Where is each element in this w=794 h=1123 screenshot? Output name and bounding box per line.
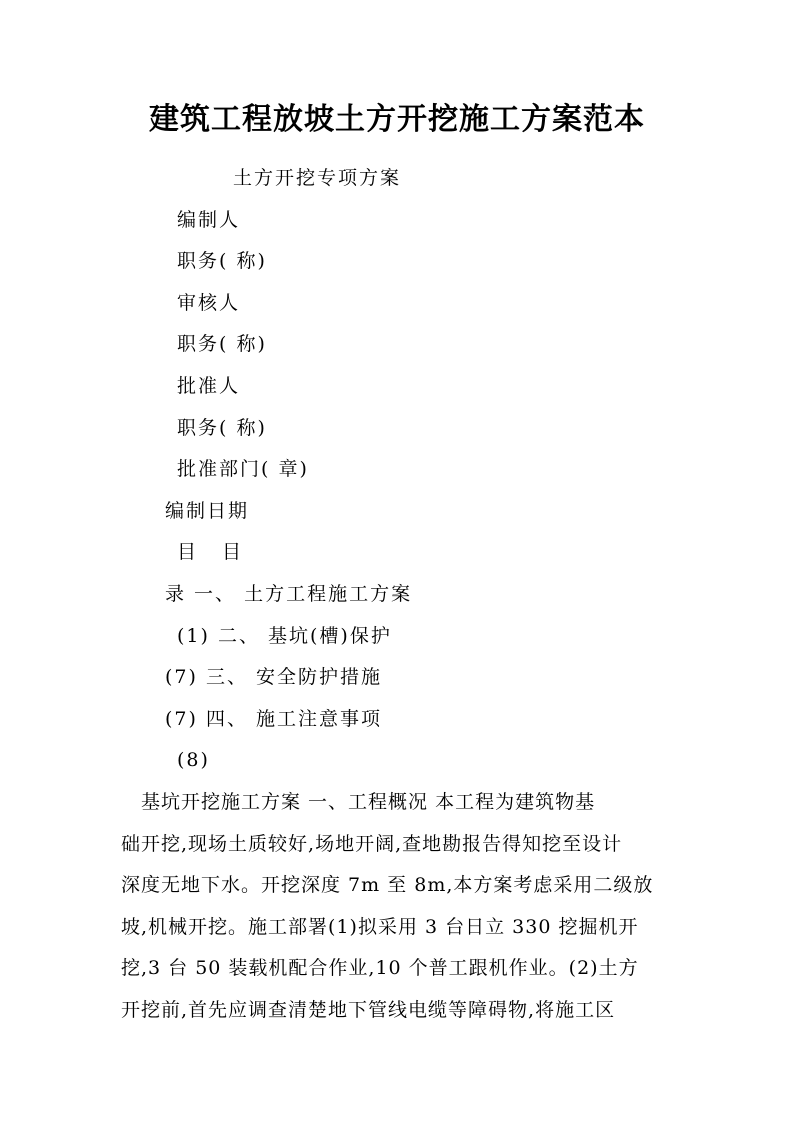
document-title: 建筑工程放坡土方开挖施工方案范本	[149, 102, 645, 137]
body-text-line: 础开挖,现场土质较好,场地开阔,查地勘报告得知挖至设计	[121, 833, 623, 855]
toc-item: (7) 三、 安全防护措施	[165, 666, 382, 688]
reviewer-label: 审核人	[177, 292, 241, 314]
document-subtitle: 土方开挖专项方案	[233, 167, 402, 189]
body-text-line: 基坑开挖施工方案 一、工程概况 本工程为建筑物基	[121, 791, 596, 813]
approver-label: 批准人	[177, 375, 241, 397]
compile-date-label: 编制日期	[165, 500, 250, 522]
body-text-line: 坡,机械开挖。施工部署(1)拟采用 3 台日立 330 挖掘机开	[121, 916, 639, 938]
reviewer-title-label: 职务( 称)	[177, 333, 267, 355]
body-text-line: 开挖前,首先应调查清楚地下管线电缆等障碍物,将施工区	[121, 999, 616, 1021]
toc-item: (7) 四、 施工注意事项	[165, 708, 382, 730]
toc-item: (1) 二、 基坑(槽)保护	[177, 625, 392, 647]
toc-item: (8)	[177, 749, 210, 771]
approval-dept-label: 批准部门( 章)	[177, 458, 309, 480]
body-text-line: 挖,3 台 50 装载机配合作业,10 个普工跟机作业。(2)土方	[121, 957, 639, 979]
compiler-label: 编制人	[177, 209, 241, 231]
body-text-line: 深度无地下水。开挖深度 7m 至 8m,本方案考虑采用二级放	[121, 874, 654, 896]
approver-title-label: 职务( 称)	[177, 417, 267, 439]
compiler-title-label: 职务( 称)	[177, 250, 267, 272]
toc-item: 录 一、 土方工程施工方案	[165, 583, 413, 605]
toc-heading: 目 目	[177, 541, 252, 563]
